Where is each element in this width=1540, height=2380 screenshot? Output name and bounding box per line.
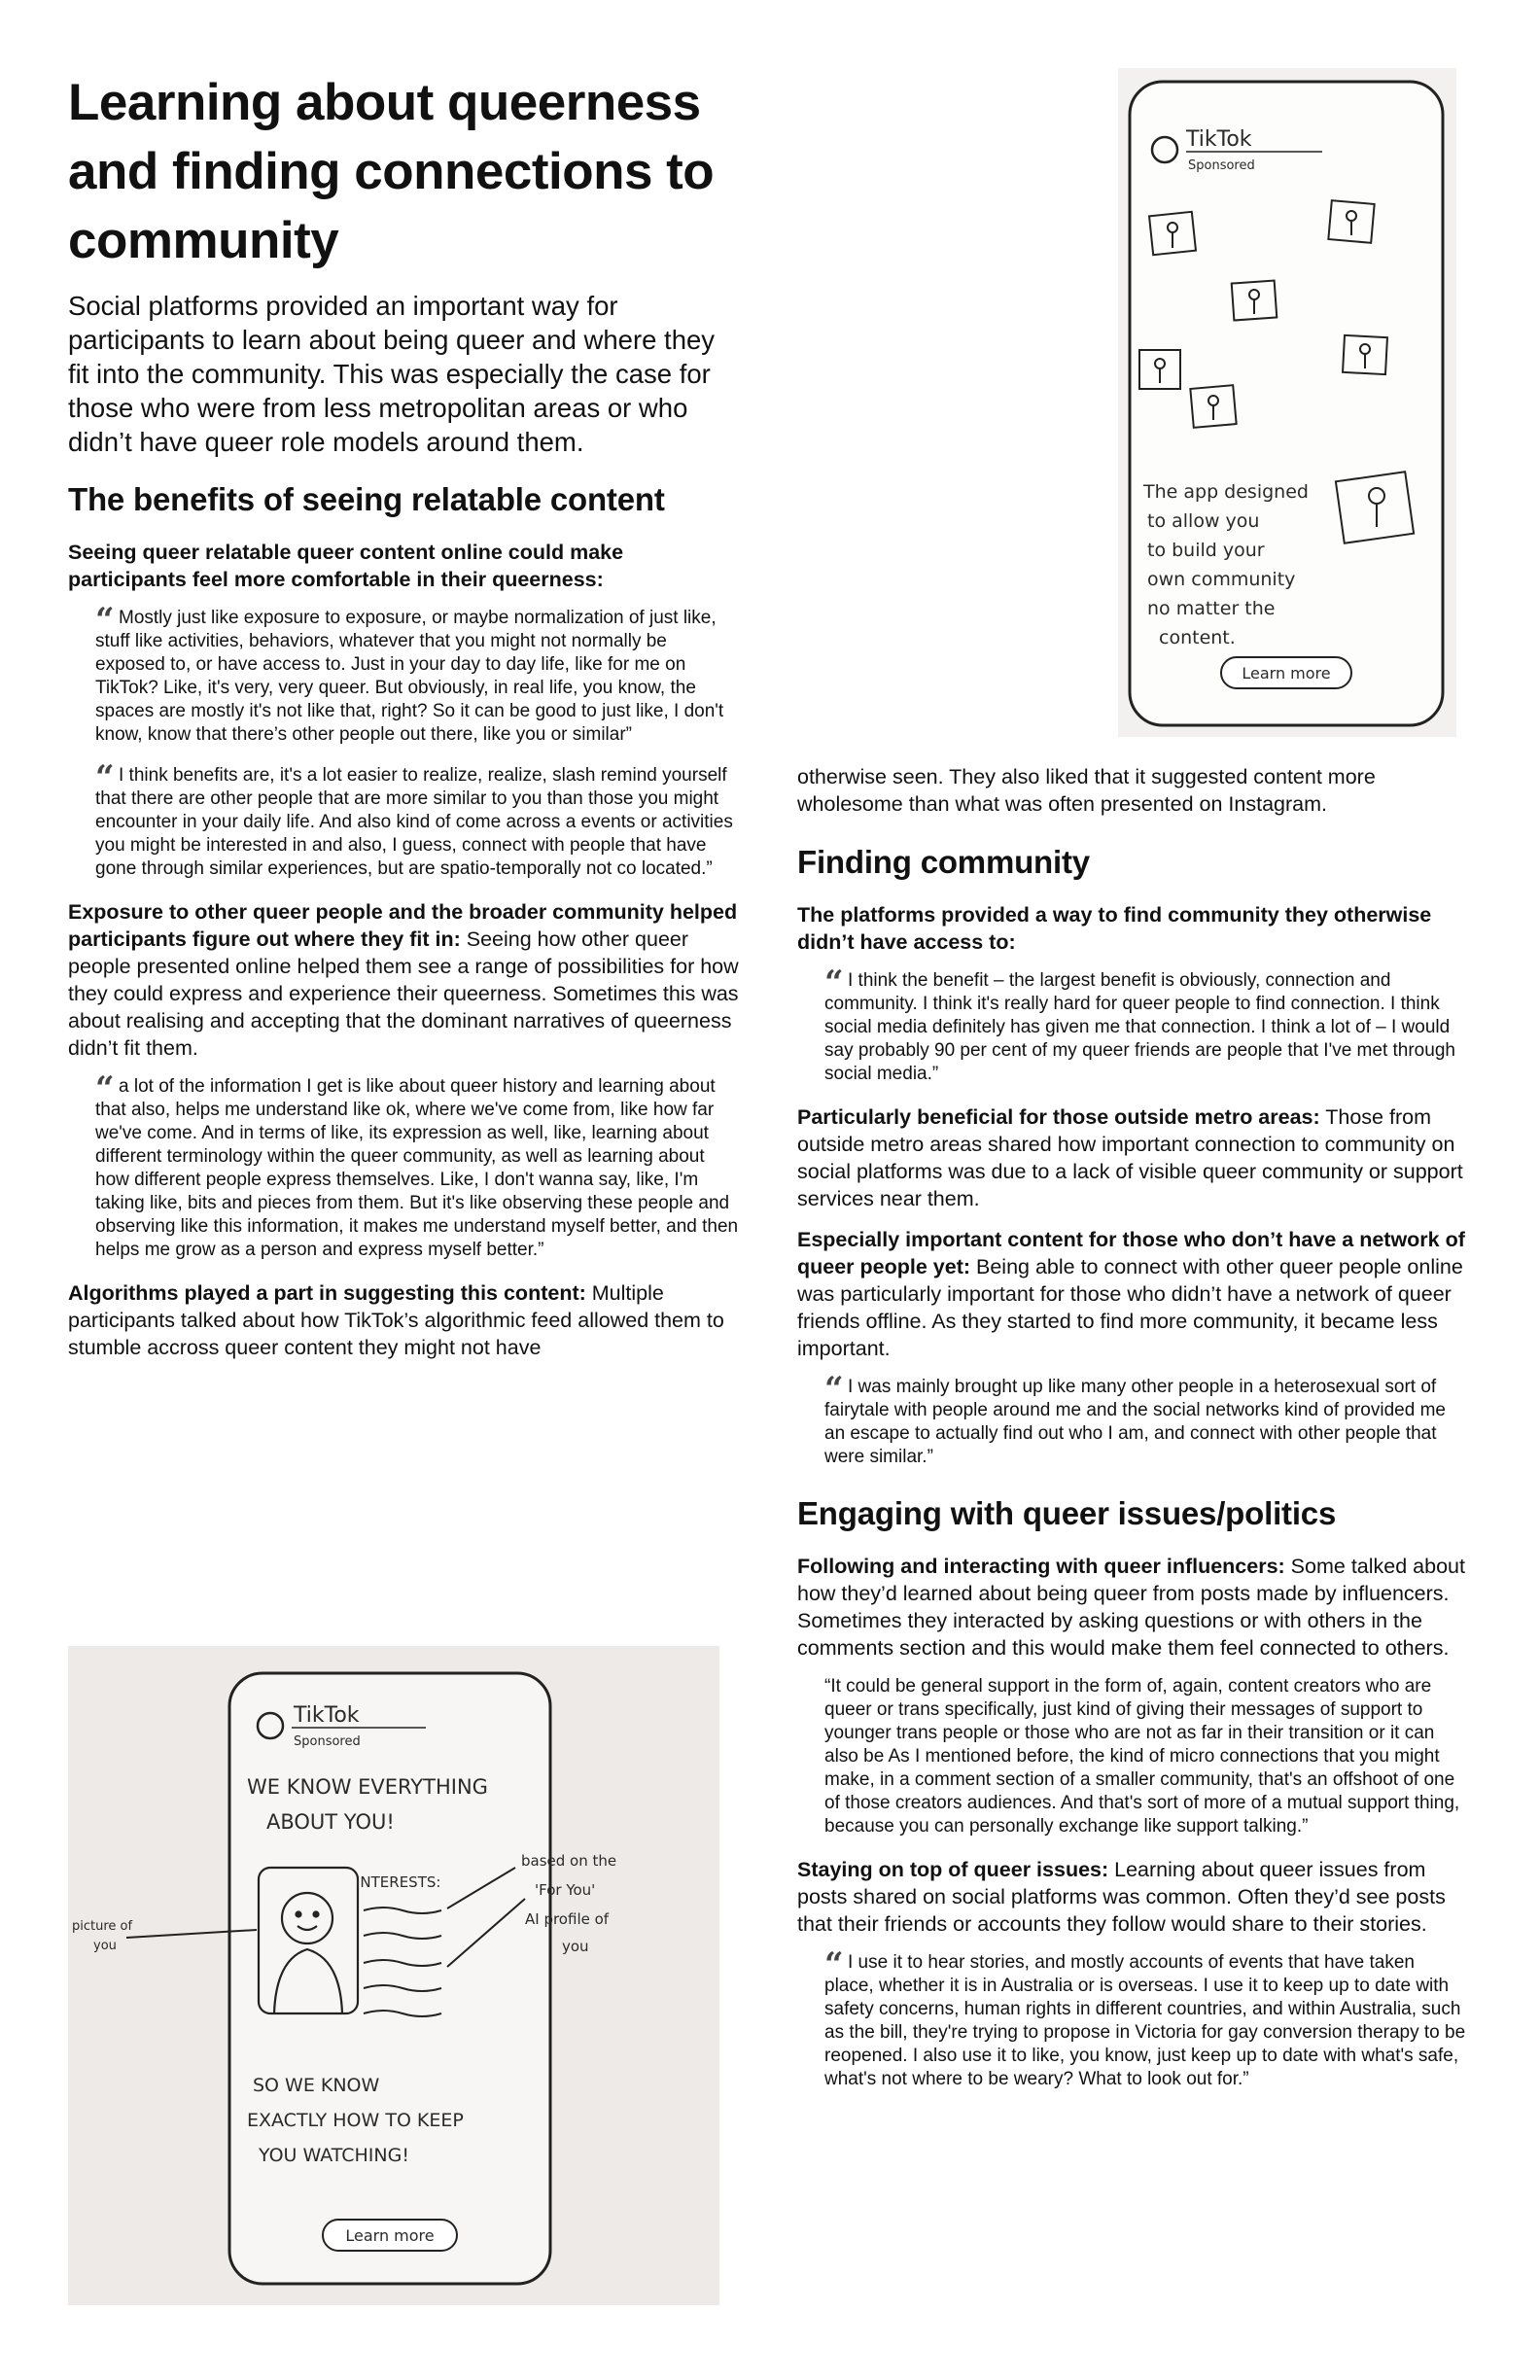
right-column (797, 763, 1468, 2109)
sketch-drawing (68, 1646, 719, 2305)
metro-text: Those from outside metro areas shared how important connection to community on social platforms was due to a lack of visible queer community or support services near them. (797, 1105, 1463, 1210)
sketch2-footer-line: SO WE KNOW (253, 2075, 380, 2096)
sketch1-app-name: TikTok (1186, 127, 1252, 152)
sketch2-sponsored: Sponsored (294, 1734, 361, 1749)
quote-mark-icon: “ (95, 1069, 115, 1108)
heading-queer-issues: Engaging with queer issues/politics (797, 1495, 1337, 1531)
heading-finding-community: Finding community (797, 844, 1090, 880)
quote-mark-icon: “ (824, 963, 844, 1002)
sketch-tiktok-ai-profile (68, 1646, 719, 2305)
metro-bold: Particularly beneficial for those outside metro areas: (797, 1105, 1320, 1129)
sketch-tiktok-community (1118, 68, 1456, 737)
influencers-paragraph (797, 1553, 1468, 1662)
sketch1-note-line: no matter the (1147, 598, 1276, 619)
left-column (68, 68, 739, 1375)
quote-mark-icon: “ (824, 1945, 844, 1984)
algorithms-continued: otherwise seen. They also liked that it suggested content more wholesome than what was often presented on Instagram. (797, 765, 1376, 816)
exposure-bold: Exposure to other queer people and the broader community helped participants figure out where they fit in: (68, 900, 738, 951)
network-paragraph (797, 1226, 1468, 1362)
exposure-paragraph (68, 898, 739, 1062)
sketch1-note-line: to allow you (1147, 510, 1260, 532)
quote-community-1 (824, 963, 1468, 1086)
sketch2-headline-line: WE KNOW EVERYTHING (247, 1775, 488, 1799)
network-bold: Especially important content for those who don’t have a network of queer people yet: (797, 1228, 1465, 1278)
sketch2-picture-label: picture of (72, 1919, 133, 1934)
influencers-text: Some talked about how they’d learned about being queer from posts made by influencers. Sometimes they interacted by asking questions or with others in the comments section and this would make them feel connected to others. (797, 1555, 1465, 1660)
heading-benefits: The benefits of seeing relatable content (68, 481, 665, 517)
sketch1-sponsored: Sponsored (1188, 158, 1255, 173)
sketch2-based-on: you (562, 1938, 589, 1955)
algorithms-paragraph (68, 1279, 739, 1361)
quote-text: a lot of the information I get is like about queer history and learning about that also, helps me understand like ok, where we've come from, like how far we've come. And in terms of like, its expression as well, like, learning about different terminology within the queer community, as well as learning about how different people express themselves. Like, I don't wanna say, like, I'm taking like, bits and pieces from them. But it's like observing these people and observing like this information, it makes me understand myself better, and then helps me grow as a person and express myself better.” (95, 1076, 739, 1260)
sketch1-note-line: to build your (1147, 540, 1265, 561)
issues-text: Learning about queer issues from posts shared on social platforms was common. Often they’d see posts that their friends or accounts they follow would share to their stories. (797, 1858, 1446, 1936)
quote-text: “It could be general support in the form of, again, content creators who are queer or trans specifically, just kind of giving their messages of support to younger trans people or those who are not as far in their transition or it can also be As I mentioned before, the kind of micro connections that you might make, in a comment section of a smaller community, that's an offshoot of one of those creators audiences. And that's sort of more of a mutual support thing, because you can personally exchange like support talking.” (824, 1676, 1460, 1837)
quote-text: I use it to hear stories, and mostly accounts of events that have taken place, whether it is in Australia or is overseas. I use it to keep up to date with safety concerns, human rights in different countries, and within Australia, such as the bill, they're trying to propose in Victoria for gay conversion therapy to be reopened. I also use it to like, you know, just keep up to date with what's safe, what's not where to be weary? What to look out for.” (824, 1952, 1466, 2089)
metro-paragraph (797, 1103, 1468, 1212)
sketch-drawing (1118, 68, 1456, 737)
algorithms-bold: Algorithms played a part in suggesting this content: (68, 1281, 586, 1305)
sketch2-interests: INTERESTS: (356, 1873, 441, 1891)
sketch1-note-line: The app designed (1143, 481, 1309, 503)
issues-paragraph (797, 1856, 1468, 1938)
network-text: Being able to connect with other queer people online was particularly important for those who didn’t have a network of queer friends offline. As they started to find more community, it became less important. (797, 1255, 1463, 1360)
quote-mark-icon: “ (95, 601, 115, 640)
sketch2-app-name: TikTok (294, 1703, 360, 1728)
community-lead-text: The platforms provided a way to find community they otherwise didn’t have access to: (797, 903, 1432, 954)
influencers-bold: Following and interacting with queer influencers: (797, 1555, 1285, 1578)
quote-mark-icon: “ (95, 758, 115, 797)
sketch2-footer-line: EXACTLY HOW TO KEEP (247, 2110, 464, 2131)
quote-mark-icon: “ (824, 1370, 844, 1409)
quote-text: I was mainly brought up like many other people in a heterosexual sort of fairytale with people around me and the social networks kind of provided me an escape to actually find out who I am, and connect with other people that were similar.” (824, 1377, 1446, 1467)
quote-benefits-3 (95, 1069, 739, 1262)
quote-politics-1 (824, 1675, 1468, 1838)
sketch1-note-line: own community (1147, 569, 1296, 590)
quote-benefits-1 (95, 601, 739, 747)
sketch2-picture-label: you (93, 1939, 117, 1953)
sketch1-learn-more-label: Learn more (1242, 664, 1331, 682)
intro-paragraph: Social platforms provided an important way for participants to learn about being queer and where they fit into the community. This was especially the case for those who were from less metropolitan areas or who didn’t have queer role models around them. (68, 291, 716, 457)
quote-text: I think benefits are, it's a lot easier to realize, realize, slash remind yourself that there are other people that are more similar to you than those you might encounter in your daily life. And also kind of come across a events or activities you might be interested in and also, I guess, connect with people that have gone through similar experiences, but are spatio-temporally not co located.” (95, 765, 733, 879)
sketch2-headline-line: ABOUT YOU! (266, 1810, 395, 1834)
quote-text: Mostly just like exposure to exposure, or maybe normalization of just like, stuff like activities, behaviors, whatever that you might not normally be exposed to, or have access to. Just in your day to day life, like for me on TikTok? Like, it's very, very queer. But obviously, in real life, you know, the spaces are mostly it's not like that, right? So it can be good to just like, I don't know, know that there’s other people out there, like you or similar” (95, 608, 724, 745)
benefits-lead-text: Seeing queer relatable queer content online could make participants feel more comfortable in their queerness: (68, 541, 624, 591)
page-title: Learning about queerness and finding connections to community (68, 74, 715, 269)
sketch2-based-on: based on the (521, 1852, 617, 1870)
sketch2-learn-more-label: Learn more (345, 2226, 435, 2245)
quote-politics-2 (824, 1945, 1468, 2091)
benefits-lead (68, 539, 739, 593)
algorithms-text: Multiple participants talked about how TikTok’s algorithmic feed allowed them to stumble accross queer content they might not have (68, 1281, 724, 1359)
quote-community-2 (824, 1370, 1468, 1469)
community-lead (797, 901, 1468, 956)
sketch2-based-on: 'For You' (535, 1881, 596, 1899)
quote-benefits-2 (95, 758, 739, 881)
issues-bold: Staying on top of queer issues: (797, 1858, 1109, 1881)
quote-text: I think the benefit – the largest benefit is obviously, connection and community. I think it's really hard for queer people to find connection. I think social media definitely has given me that connection. I think a lot of – I would say probably 90 per cent of my queer friends are people that I've met through social media.” (824, 970, 1455, 1084)
exposure-text: Seeing how other queer people presented online helped them see a range of possibilities for how they could express and experience their queerness. Sometimes this was about realising and accepting that the dominant narratives of queerness didn’t fit them. (68, 928, 739, 1060)
sketch1-note-line: content. (1159, 627, 1236, 648)
sketch2-footer-line: YOU WATCHING! (259, 2145, 409, 2166)
sketch2-based-on: AI profile of (525, 1910, 610, 1928)
